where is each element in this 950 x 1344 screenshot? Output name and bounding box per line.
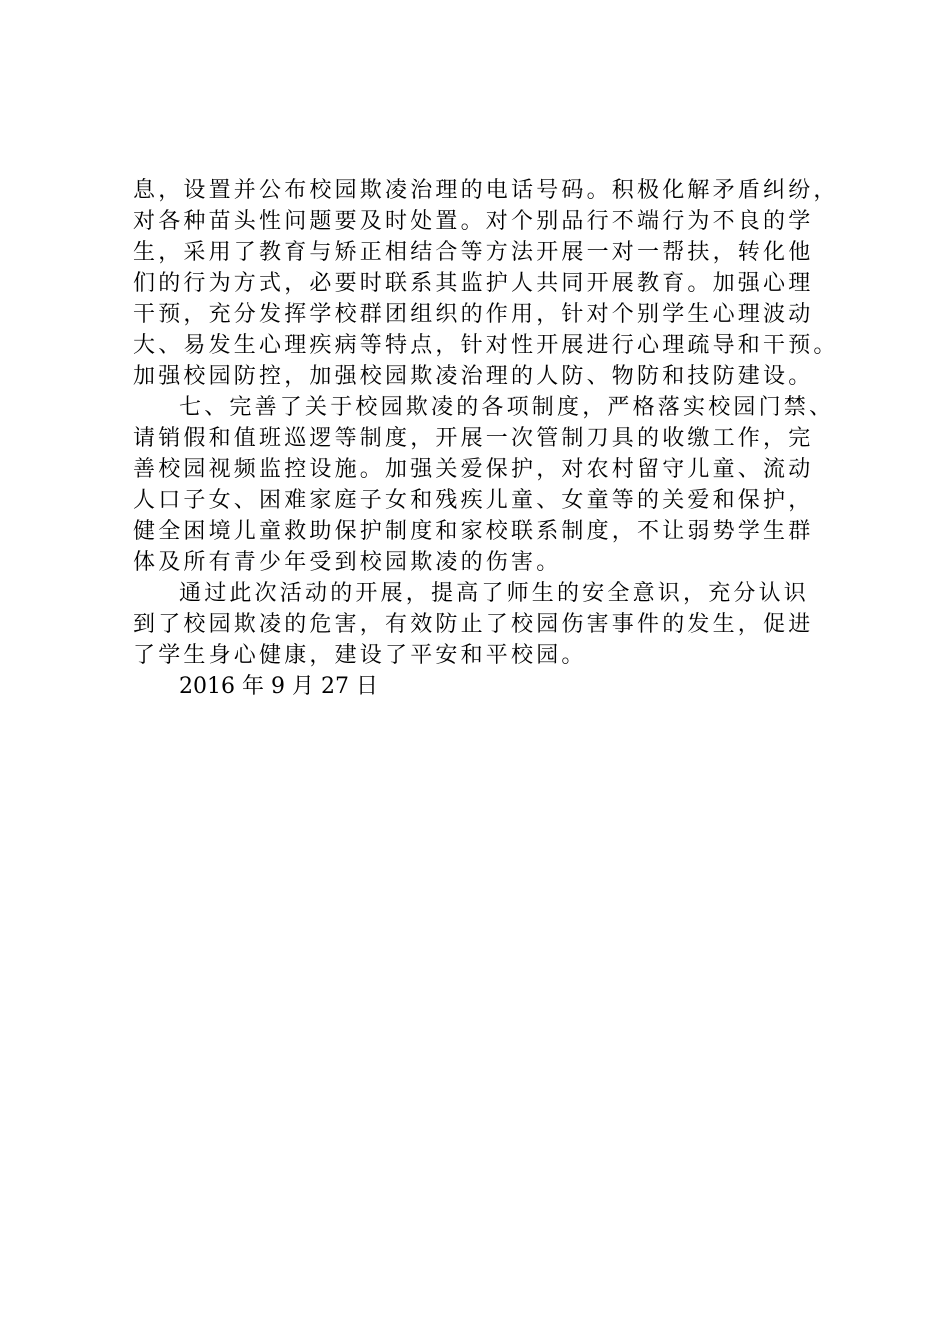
- text-line: 加强校园防控，加强校园欺凌治理的人防、物防和技防建设。: [133, 364, 814, 389]
- text-line: 体及所有青少年受到校园欺凌的伤害。: [133, 550, 562, 575]
- text-line: 息，设置并公布校园欺凌治理的电话号码。积极化解矛盾纠纷，: [133, 178, 839, 203]
- text-line: 们的行为方式，必要时联系其监护人共同开展教育。加强心理: [133, 271, 814, 296]
- paragraph-3: [133, 578, 853, 671]
- text-line: 大、易发生心理疾病等特点，针对性开展进行心理疏导和干预。: [133, 333, 839, 358]
- text-line: 请销假和值班巡逻等制度，开展一次管制刀具的收缴工作，完: [133, 426, 814, 451]
- text-line: 到了校园欺凌的危害，有效防止了校园伤害事件的发生，促进: [133, 612, 814, 637]
- document-body: [133, 175, 853, 702]
- text-line: 善校园视频监控设施。加强关爱保护，对农村留守儿童、流动: [133, 457, 814, 482]
- paragraph-1: [133, 175, 853, 392]
- text-line: 健全困境儿童救助保护制度和家校联系制度，不让弱势学生群: [133, 519, 814, 544]
- text-line: 生，采用了教育与矫正相结合等方法开展一对一帮扶，转化他: [133, 240, 814, 265]
- text-line: 了学生身心健康，建设了平安和平校园。: [133, 643, 587, 668]
- document-date: 2016 年 9 月 27 日: [179, 674, 378, 699]
- text-line: 干预，充分发挥学校群团组织的作用，针对个别学生心理波动: [133, 302, 814, 327]
- paragraph-2: [133, 392, 853, 578]
- text-line: 七、完善了关于校园欺凌的各项制度，严格落实校园门禁、: [179, 395, 835, 420]
- text-line: 人口子女、困难家庭子女和残疾儿童、女童等的关爱和保护，: [133, 488, 814, 513]
- text-line: 通过此次活动的开展，提高了师生的安全意识，充分认识: [179, 581, 810, 606]
- text-line: 对各种苗头性问题要及时处置。对个别品行不端行为不良的学: [133, 209, 814, 234]
